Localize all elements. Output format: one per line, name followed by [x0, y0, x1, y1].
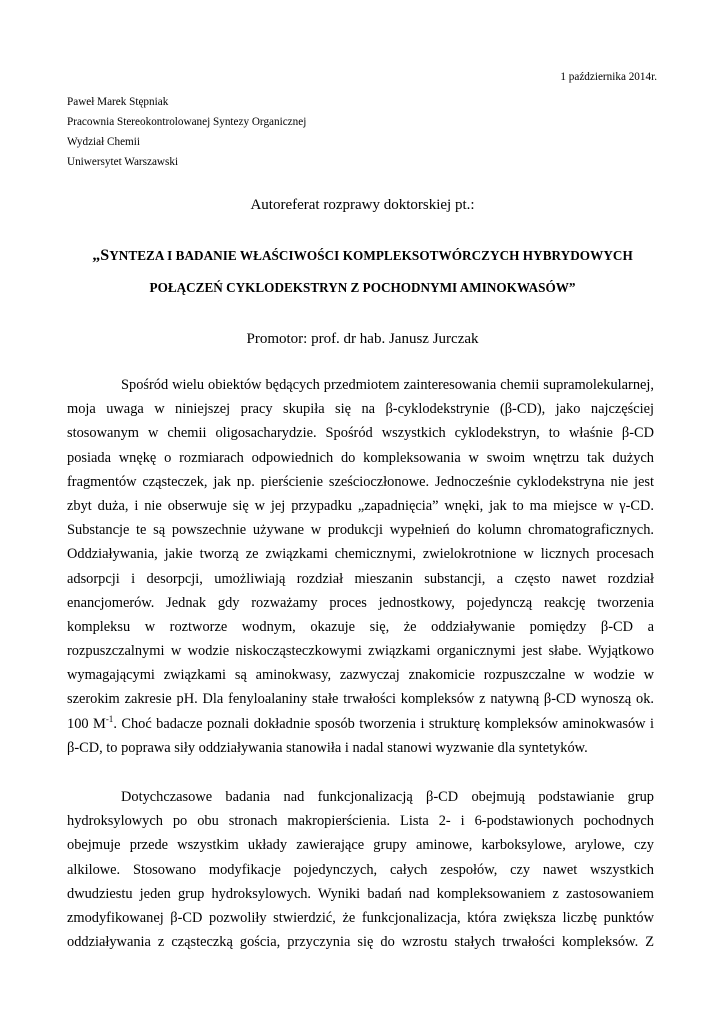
paragraph-line: posiada wnękę o rozmiarach odpowiednich do kompleksowania w swoim wnętrzu tak dużych: [67, 449, 654, 466]
paragraph-line: alkilowe. Stosowano modyfikacje pojedynczych, całych zespołów, czy nawet wszystkich: [67, 861, 654, 878]
line-continuation: . Choć badacze poznali dokładnie sposób tworzenia i strukturę kompleksów aminokwasów i: [113, 715, 654, 732]
author-name: Paweł Marek Stępniak: [67, 96, 169, 108]
paragraph-line: zmodyfikowanej β-CD pozwoliły stwierdzić, że funkcjonalizacja, która zwiększa liczbę punktów: [67, 909, 654, 926]
affiliation-university: Uniwersytet Warszawski: [67, 156, 179, 168]
author-affiliation: [67, 92, 306, 172]
paragraph-line: stosowanym w chemii oligosacharydzie. Spośród wszystkich cyklodekstryn, to właśnie β-CD: [67, 425, 654, 442]
paragraph-line: rozpuszczalnymi w wodzie niskocząsteczkowymi związkami organicznymi jest słabe. Wyjątkowo: [67, 643, 654, 660]
thesis-title-line-1: [0, 247, 725, 265]
promotor-line: Promotor: prof. dr hab. Janusz Jurczak: [246, 331, 479, 347]
title-line-1-text: YNTEZA I BADANIE WŁAŚCIWOŚCI KOMPLEKSOTWÓRCZYCH HYBRYDOWYCH: [109, 248, 633, 263]
paragraph-1: [67, 373, 654, 760]
paragraph-line: hydroksylowych po obu stronach makropierścienia. Lista 2- i 6-podstawionych pochodnych: [67, 813, 654, 830]
paragraph-line: obejmuje przede wszystkim układy zawierające grupy aminowe, karboksylowe, arylowe, czy: [67, 837, 654, 854]
paragraph-line: adsorpcji i desorpcji, umożliwiają rozdział mieszanin substancji, a często nawet rozdział: [67, 570, 654, 587]
document-date: 1 października 2014r.: [560, 71, 657, 83]
thesis-title-line-2: POŁĄCZEŃ CYKLODEKSTRYN Z POCHODNYMI AMINOKWASÓW”: [149, 280, 576, 295]
constant-value: 100 M: [67, 715, 106, 732]
paragraph-line: moja uwaga w niniejszej pracy skupiła się na β-cyklodekstrynie (β-CD), jako najczęściej: [67, 401, 654, 418]
document-subtitle: Autoreferat rozprawy doktorskiej pt.:: [250, 197, 475, 213]
paragraph-line: kompleksu w roztworze wodnym, okazuje się, że oddziaływanie pomiędzy β-CD a: [67, 618, 654, 635]
paragraph-line: Dotychczasowe badania nad funkcjonalizacją β-CD obejmują podstawianie grup: [121, 789, 654, 805]
paragraph-line: enancjomerów. Jednak gdy rozważamy proces jednostkowy, pojedynczą reakcję tworzenia: [67, 594, 654, 611]
paragraph-line: Oddziaływania, jakie tworzą ze związkami chemicznymi, zwielokrotnione w licznych procesach: [67, 546, 654, 563]
affiliation-lab: Pracownia Stereokontrolowanej Syntezy Organicznej: [67, 116, 307, 128]
paragraph-line: fragmentów cząsteczek, jak np. pierścienie sześcioczłonowe. Jednocześnie cyklodekstryna nie jest: [67, 473, 654, 490]
paragraph-line: wymagającymi związkami są aminokwasy, zazwyczaj znakomicie rozpuszczalne w wodzie w: [67, 667, 654, 684]
paragraph-2: [67, 785, 654, 954]
paragraph-line: Spośród wielu obiektów będących przedmiotem zainteresowania chemii supramolekularnej,: [121, 377, 654, 393]
paragraph-line: oddziaływania z cząsteczką gościa, przyczynia się do wzrostu stałych trwałości kompleksów. Z: [67, 934, 654, 951]
paragraph-line: Substancje te są powszechnie używane w produkcji wypełnień do kolumn chromatograficznych.: [67, 522, 654, 539]
title-initial: „S: [92, 247, 110, 264]
paragraph-line: β-CD, to poprawa siły oddziaływania stanowiła i nadal stanowi wyzwanie dla syntetyków.: [67, 739, 588, 756]
superscript-exponent: -1: [105, 713, 114, 724]
paragraph-line: dwudziestu jeden grup hydroksylowych. Wyniki badań nad kompleksowaniem z zastosowaniem: [67, 885, 654, 902]
paragraph-line: zbyt duża, i nie obserwuje się w jej przypadku „zapadnięcia” wnęki, jak to ma miejsce w γ-CD.: [67, 497, 654, 514]
affiliation-faculty: Wydział Chemii: [67, 136, 140, 148]
paragraph-line-with-superscript: [67, 712, 654, 736]
paragraph-line: szerokim zakresie pH. Dla fenyloalaniny stałe trwałości kompleksów z natywną β-CD wynoszą ok.: [67, 691, 654, 708]
